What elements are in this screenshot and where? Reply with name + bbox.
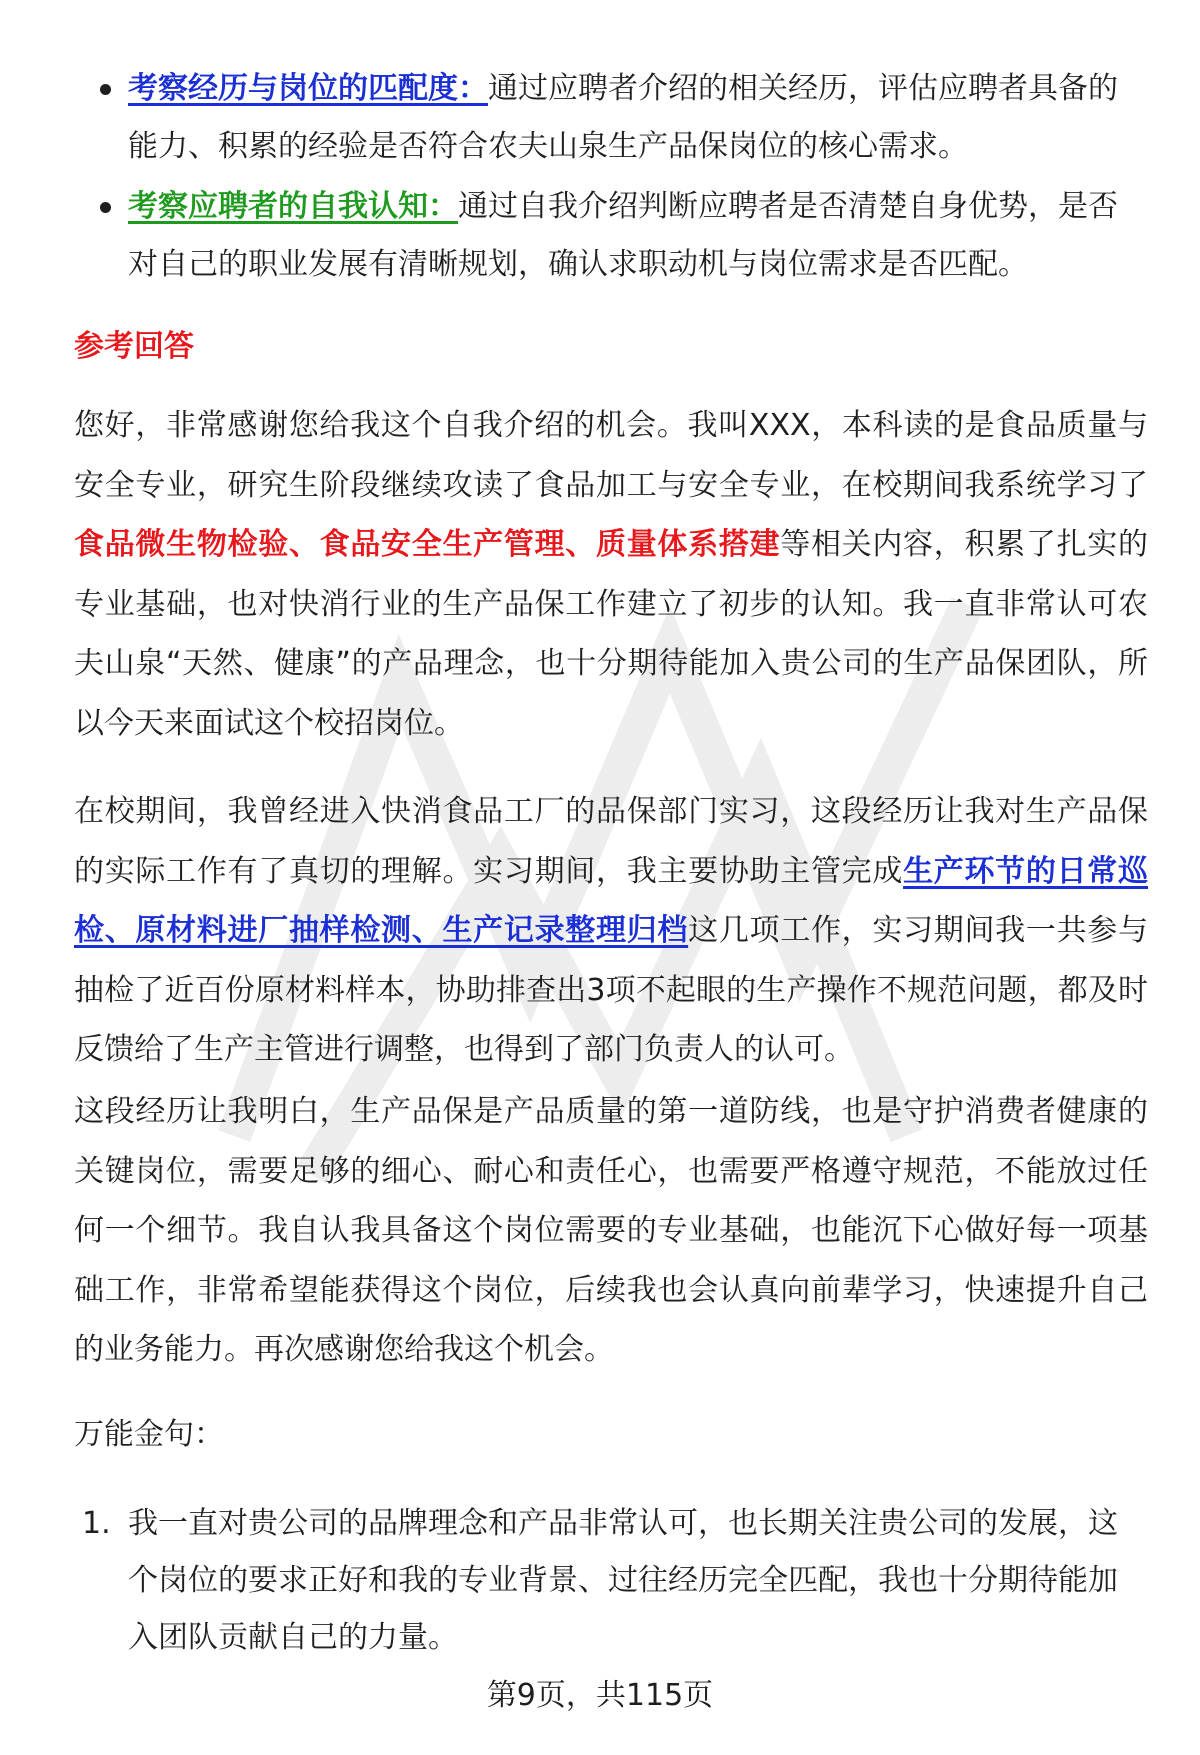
paragraph-text: 这几项工作，实习期间我一共参与抽检了近百份原材料样本，协助排查出3项不起眼的生产操作不规范问题，都及时反馈给了生产主管进行调整，也得到了部门负责人的认可。 (74, 913, 1149, 1067)
paragraph-highlight: 生产环节的日常巡检、原材料进厂抽样检测、生产记录整理归档 (74, 853, 1149, 948)
answer-paragraph-conclusion: 这段经历让我明白，生产品保是产品质量的第一道防线，也是守护消费者健康的关键岗位，需要足够的细心、耐心和责任心，也需要严格遵守规范，不能放过任何一个细节。我自认我具备这个岗位需要的专业基础，也能沉下心做好每一项基础工作，非常希望能获得这个岗位，后续我也会认真向前辈学习，快速提升自己的业务能力。再次感谢您给我这个机会。 (74, 1094, 1148, 1367)
bullet-dot-icon (100, 202, 111, 213)
ordered-list (0, 1495, 1200, 1666)
paragraph-text: 您好，非常感谢您给我这个自我介绍的机会。我叫XXX，本科读的是食品质量与安全专业，研究生阶段继续攻读了食品加工与安全专业，在校期间我系统学习了 (74, 408, 1148, 503)
paragraph-highlight: 食品微生物检验、食品安全生产管理、质量体系搭建 (74, 527, 781, 562)
bullet-keyword: 考察经历与岗位的匹配度： (128, 71, 488, 106)
paragraph-text: 等相关内容，积累了扎实的专业基础，也对快消行业的生产品保工作建立了初步的认知。我一直非常认可农夫山泉“天然、健康”的产品理念，也十分期待能加入贵公司的生产品保团队，所以今天来面试这个校招岗位。 (74, 527, 1148, 741)
criteria-bullet-list (0, 60, 1200, 296)
list-item (82, 1495, 1146, 1666)
formula-label: 万能金句： (74, 1417, 224, 1452)
list-item-text: 我一直对贵公司的品牌理念和产品非常认可，也长期关注贵公司的发展，这个岗位的要求正好和我的专业背景、过往经历完全匹配，我也十分期待能加入团队贡献自己的力量。 (128, 1506, 1118, 1655)
page-footer: 第9页，共115页 (486, 1678, 714, 1713)
bullet-item-experience-match (128, 60, 1146, 176)
answer-paragraph-intro (74, 396, 1148, 753)
bullet-text: 通过自我介绍判断应聘者是否清楚自身优势，是否对自己的职业发展有清晰规划，确认求职动机与岗位需求是否匹配。 (128, 189, 1118, 282)
bullet-keyword: 考察应聘者的自我认知： (128, 189, 458, 224)
section-title: 参考回答 (74, 329, 194, 364)
list-item-number: 1. (82, 1506, 111, 1541)
bullet-item-self-awareness (128, 178, 1146, 294)
bullet-text: 通过应聘者介绍的相关经历，评估应聘者具备的能力、积累的经验是否符合农夫山泉生产品保岗位的核心需求。 (128, 71, 1118, 164)
paragraph-text: 在校期间，我曾经进入快消食品工厂的品保部门实习，这段经历让我对生产品保的实际工作有了真切的理解。实习期间，我主要协助主管完成 (74, 794, 1148, 889)
bullet-dot-icon (100, 84, 111, 95)
answer-paragraph-internship (74, 782, 1148, 1080)
